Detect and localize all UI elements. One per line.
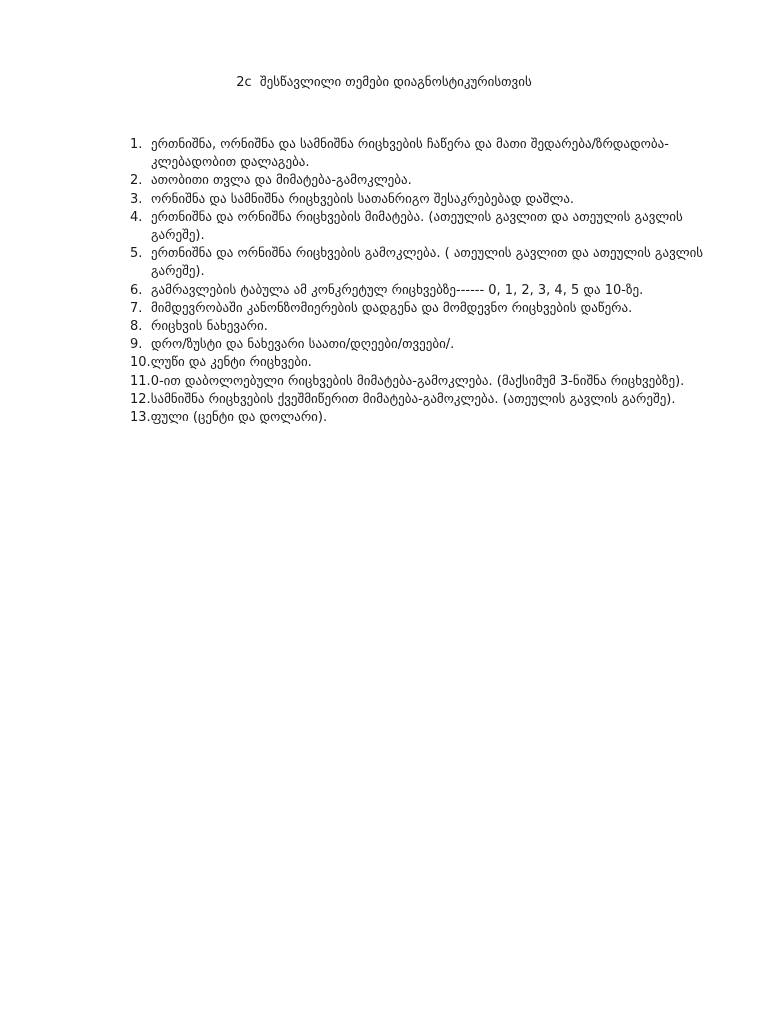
list-item-number: 3.: [130, 191, 143, 207]
list-item-number: 11.: [130, 373, 151, 389]
list-item-text: მიმდევრობაში კანონზომიერების დადგენა და მომდევნო რიცხვების დაწერა.: [151, 300, 633, 316]
list-item: [130, 391, 720, 409]
list-item-number: 7.: [130, 300, 143, 316]
list-item: [130, 354, 720, 372]
list-item: [130, 318, 720, 336]
list-item: [130, 282, 720, 300]
list-item: [130, 172, 720, 190]
list-item-text: ლუწი და კენტი რიცხვები.: [150, 355, 312, 371]
list-item-text: ერთნიშნა და ორნიშნა რიცხვების გამოკლება. ( ათეულის გავლით და ათეულის გავლის გარეშე).: [151, 246, 704, 280]
list-item-text: გამრავლების ტაბულა ამ კონკრეტულ რიცხვებზე------ 0, 1, 2, 3, 4, 5 და 10-ზე.: [151, 282, 644, 298]
list-item-text: დრო/ზუსტი და ნახევარი საათი/დღეები/თვეები/.: [151, 337, 455, 353]
list-item: [130, 300, 720, 318]
list-item: [130, 136, 720, 172]
list-item: [130, 191, 720, 209]
list-item-text: ათობითი თვლა და მიმატება-გამოკლება.: [151, 173, 412, 189]
list-item-number: 12.: [130, 391, 151, 407]
topics-list: [130, 136, 720, 427]
list-item-number: 4.: [130, 209, 143, 225]
list-item-number: 8.: [130, 319, 143, 335]
list-item-text: რიცხვის ნახევარი.: [151, 319, 268, 335]
list-item-text: ფული (ცენტი და დოლარი).: [150, 410, 328, 426]
list-item: [130, 245, 720, 281]
list-item-number: 9.: [130, 337, 143, 353]
list-item-number: 1.: [130, 137, 143, 152]
document-title: 2c შესწავლილი თემები დიაგნოსტიკურისთვის: [236, 75, 532, 90]
list-item-number: 10.: [130, 355, 151, 371]
list-item-text: სამნიშნა რიცხვების ქვეშმიწერით მიმატება-გამოკლება. (ათეულის გავლის გარეშე).: [150, 391, 676, 407]
list-item-text: ერთნიშნა, ორნიშნა და სამნიშნა რიცხვების ჩაწერა და მათი შედარება/ზრდადობა-კლებადობით დალაგება.: [151, 137, 669, 171]
list-item-number: 2.: [130, 173, 143, 189]
list-item: [130, 409, 720, 427]
list-item-text: 0-ით დაბოლოებული რიცხვების მიმატება-გამოკლება. (მაქსიმუმ 3-ნიშნა რიცხვებზე).: [150, 373, 685, 389]
list-item-number: 13.: [130, 410, 151, 426]
list-item-text: ორნიშნა და სამნიშნა რიცხვების სათანრიგო შესაკრებებად დაშლა.: [151, 191, 575, 207]
list-item: [130, 336, 720, 354]
list-item-number: 6.: [130, 282, 143, 298]
list-item-text: ერთნიშნა და ორნიშნა რიცხვების მიმატება. (ათეულის გავლით და ათეულის გავლის გარეშე).: [151, 209, 683, 244]
list-item: [130, 373, 720, 391]
list-item-number: 5.: [130, 246, 143, 262]
list-item: [130, 209, 720, 245]
